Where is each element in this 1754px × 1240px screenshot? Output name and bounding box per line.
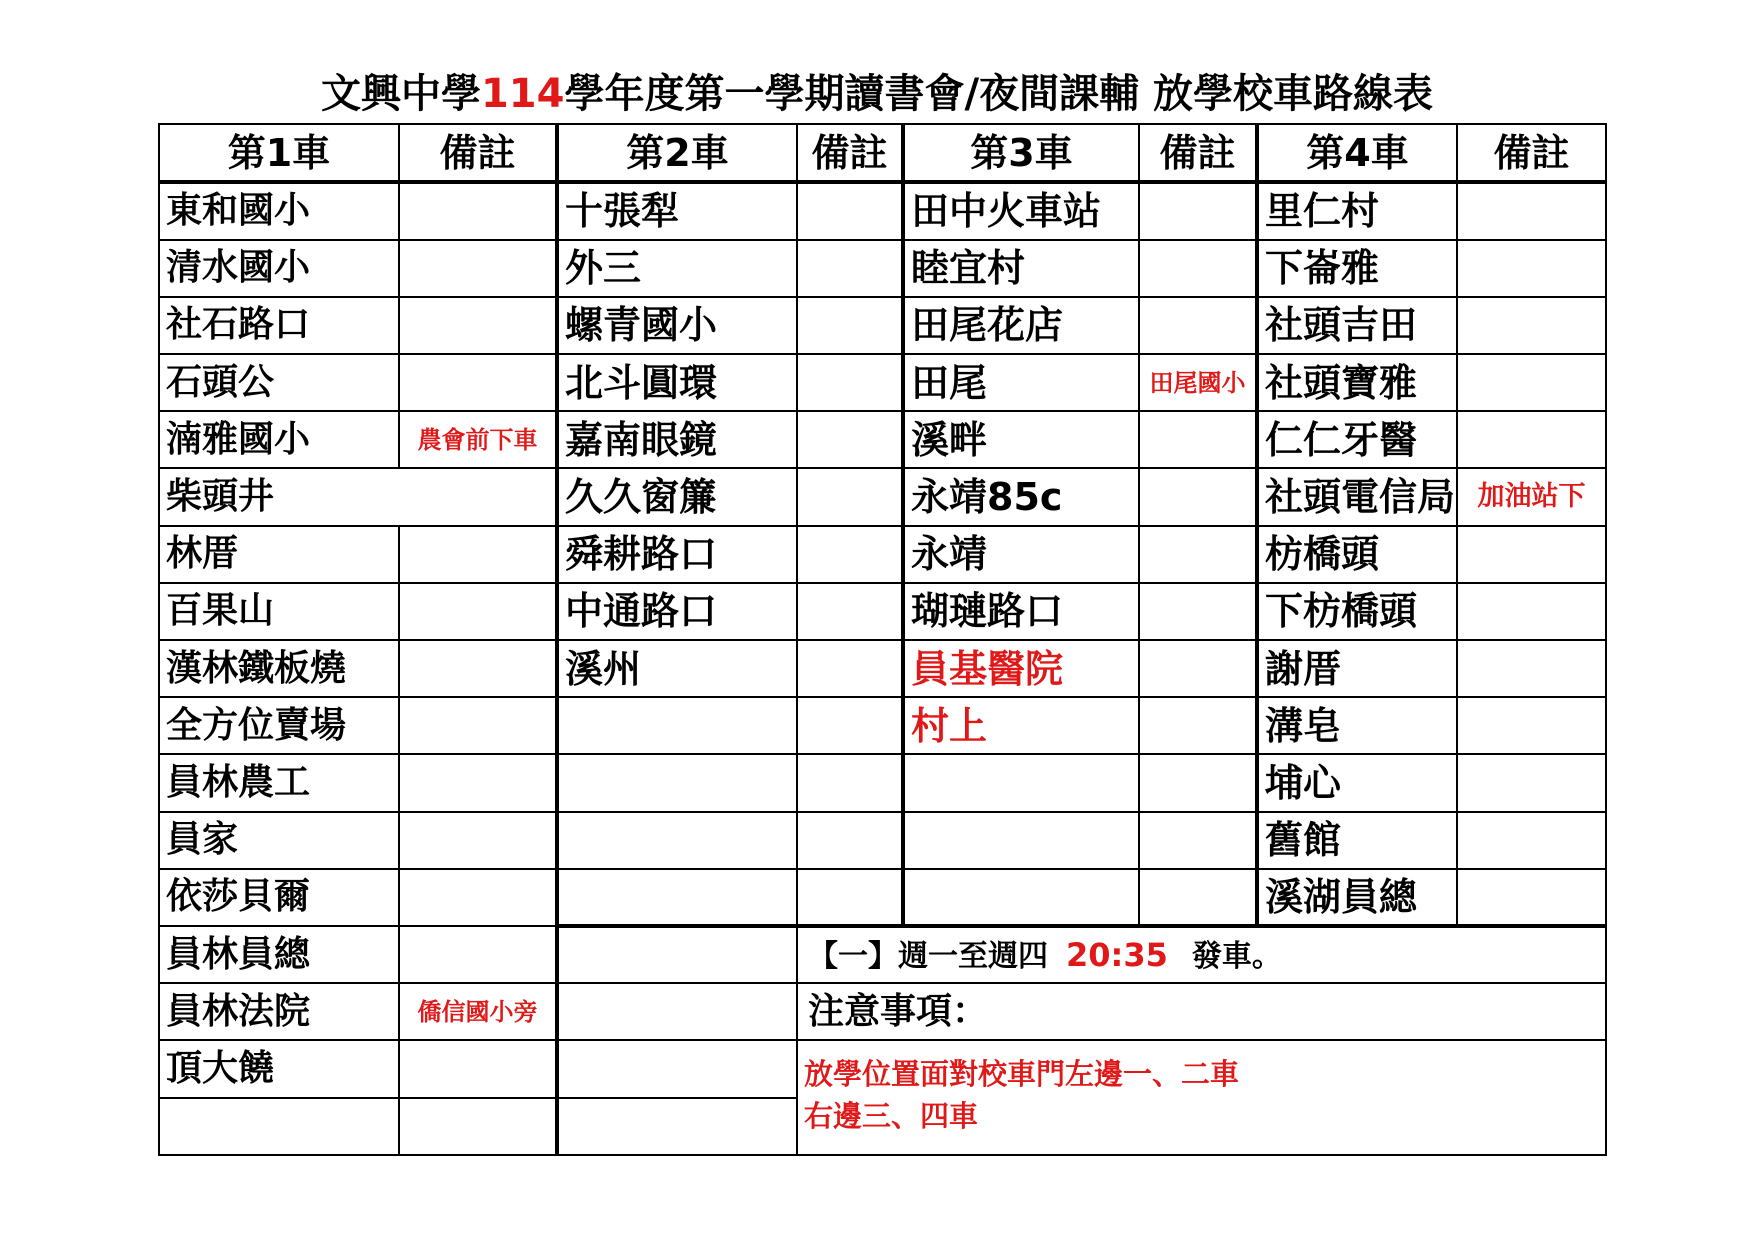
title-suffix: 學年度第一學期讀書會/夜間課輔 放學校車路線表 <box>564 71 1434 117</box>
car3-note: 田尾國小 <box>1139 354 1257 411</box>
car3-note <box>1139 240 1257 297</box>
title-year: 114 <box>480 71 565 117</box>
car1-stop: 東和國小 <box>159 182 399 239</box>
car1-note <box>399 297 557 354</box>
notice-title: 注意事項： <box>808 990 989 1032</box>
car4-note: 加油站下 <box>1457 468 1606 525</box>
car4-stop: 下枋橋頭 <box>1257 583 1457 640</box>
car1-note <box>399 869 557 926</box>
table-row <box>159 411 1606 468</box>
car1-stop: 員林農工 <box>159 754 399 811</box>
car2-note <box>797 697 903 754</box>
notice-line-1: 放學位置面對校車門左邊一、二車 <box>804 1057 1240 1092</box>
car3-stop: 睦宜村 <box>903 240 1139 297</box>
car1-note <box>399 526 557 583</box>
car3-stop: 田尾 <box>903 354 1139 411</box>
header-car4-notes: 備註 <box>1457 124 1606 182</box>
car3-stop: 田中火車站 <box>903 182 1139 239</box>
car3-stop <box>903 754 1139 811</box>
car2-note <box>797 754 903 811</box>
car2-note <box>797 526 903 583</box>
car4-note <box>1457 754 1606 811</box>
car4-note <box>1457 640 1606 697</box>
table-row <box>159 640 1606 697</box>
departure-days: 【一】週一至週四 <box>808 938 1048 974</box>
car2-stop: 舜耕路口 <box>557 526 797 583</box>
car1-stop: 柴頭井 <box>159 468 557 525</box>
car1-note: 僑信國小旁 <box>399 983 557 1040</box>
car1-note <box>399 697 557 754</box>
car3-stop: 村上 <box>903 697 1139 754</box>
header-car2-notes: 備註 <box>797 124 903 182</box>
notice-title-cell <box>797 983 1606 1040</box>
car1-stop: 全方位賣場 <box>159 697 399 754</box>
car3-note <box>1139 754 1257 811</box>
car4-stop: 社頭吉田 <box>1257 297 1457 354</box>
car4-stop: 溪湖員總 <box>1257 869 1457 926</box>
car2-stop <box>557 926 797 983</box>
car1-note <box>399 926 557 983</box>
car4-note <box>1457 526 1606 583</box>
departure-info <box>798 935 1605 974</box>
car3-note <box>1139 812 1257 869</box>
car3-stop <box>903 869 1139 926</box>
notice-body-cell <box>797 1040 1606 1155</box>
car1-stop: 林厝 <box>159 526 399 583</box>
table-row <box>159 354 1606 411</box>
car2-note <box>797 182 903 239</box>
car3-note <box>1139 182 1257 239</box>
departure-suffix: 發車。 <box>1191 938 1282 974</box>
car3-note <box>1139 468 1257 525</box>
car1-note: 農會前下車 <box>399 411 557 468</box>
car4-stop: 社頭電信局 <box>1257 468 1457 525</box>
table-header-row <box>159 124 1606 182</box>
table-row <box>159 240 1606 297</box>
car3-stop: 員基醫院 <box>903 640 1139 697</box>
car4-stop: 下崙雅 <box>1257 240 1457 297</box>
car2-note <box>797 583 903 640</box>
table-row <box>159 1040 1606 1097</box>
car2-note <box>797 468 903 525</box>
car2-note <box>797 354 903 411</box>
car2-stop <box>557 1098 797 1155</box>
car3-stop <box>903 812 1139 869</box>
table-row <box>159 468 1606 525</box>
car2-stop <box>557 1040 797 1097</box>
table-row <box>159 697 1606 754</box>
car2-stop <box>557 983 797 1040</box>
table-row <box>159 869 1606 926</box>
header-car3-notes: 備註 <box>1139 124 1257 182</box>
car1-stop: 依莎貝爾 <box>159 869 399 926</box>
car1-stop: 員家 <box>159 812 399 869</box>
car2-note <box>797 297 903 354</box>
car2-stop: 嘉南眼鏡 <box>557 411 797 468</box>
car4-stop: 仁仁牙醫 <box>1257 411 1457 468</box>
schedule-cell <box>797 926 1606 983</box>
table-row <box>159 583 1606 640</box>
car2-stop <box>557 697 797 754</box>
car3-stop: 溪畔 <box>903 411 1139 468</box>
car4-stop: 溝皂 <box>1257 697 1457 754</box>
car4-note <box>1457 240 1606 297</box>
car3-stop: 永靖 <box>903 526 1139 583</box>
car2-stop <box>557 754 797 811</box>
car3-note <box>1139 869 1257 926</box>
title-prefix: 文興中學 <box>320 71 481 117</box>
car2-stop: 北斗圓環 <box>557 354 797 411</box>
car4-note <box>1457 297 1606 354</box>
header-car4: 第4車 <box>1257 124 1457 182</box>
table-row <box>159 297 1606 354</box>
car1-note <box>399 354 557 411</box>
car2-stop: 外三 <box>557 240 797 297</box>
car3-note <box>1139 526 1257 583</box>
car4-note <box>1457 583 1606 640</box>
car1-note <box>399 240 557 297</box>
car1-stop: 員林員總 <box>159 926 399 983</box>
car2-note <box>797 640 903 697</box>
car4-note <box>1457 697 1606 754</box>
car1-stop: 頂大饒 <box>159 1040 399 1097</box>
car4-note <box>1457 411 1606 468</box>
header-car1: 第1車 <box>159 124 399 182</box>
car1-note <box>399 1098 557 1155</box>
car1-note <box>399 640 557 697</box>
car2-stop <box>557 869 797 926</box>
header-car3: 第3車 <box>903 124 1139 182</box>
table-row <box>159 926 1606 983</box>
car1-stop: 百果山 <box>159 583 399 640</box>
car1-stop: 石頭公 <box>159 354 399 411</box>
car1-stop: 漢林鐵板燒 <box>159 640 399 697</box>
car4-note <box>1457 869 1606 926</box>
car3-stop: 瑚璉路口 <box>903 583 1139 640</box>
car2-note <box>797 869 903 926</box>
car3-stop: 田尾花店 <box>903 297 1139 354</box>
car1-note <box>399 754 557 811</box>
car3-note <box>1139 583 1257 640</box>
car4-note <box>1457 812 1606 869</box>
page-title <box>0 66 1754 122</box>
car2-stop: 溪州 <box>557 640 797 697</box>
car4-stop: 埔心 <box>1257 754 1457 811</box>
car4-note <box>1457 182 1606 239</box>
car4-stop: 舊館 <box>1257 812 1457 869</box>
table-row <box>159 182 1606 239</box>
car1-note <box>399 812 557 869</box>
car3-note <box>1139 297 1257 354</box>
car1-note <box>399 1040 557 1097</box>
car1-stop: 清水國小 <box>159 240 399 297</box>
car1-stop: 員林法院 <box>159 983 399 1040</box>
car4-stop: 謝厝 <box>1257 640 1457 697</box>
table-row <box>159 526 1606 583</box>
car2-note <box>797 411 903 468</box>
car4-stop: 枋橋頭 <box>1257 526 1457 583</box>
table-row <box>159 754 1606 811</box>
car2-stop: 久久窗簾 <box>557 468 797 525</box>
car1-stop <box>159 1098 399 1155</box>
car2-stop: 中通路口 <box>557 583 797 640</box>
header-car1-notes: 備註 <box>399 124 557 182</box>
car4-note <box>1457 354 1606 411</box>
car2-note <box>797 812 903 869</box>
car4-stop: 社頭寶雅 <box>1257 354 1457 411</box>
car3-note <box>1139 697 1257 754</box>
departure-time: 20:35 <box>1066 935 1168 974</box>
bus-route-table <box>158 123 1607 1156</box>
car4-stop: 里仁村 <box>1257 182 1457 239</box>
car1-stop: 湳雅國小 <box>159 411 399 468</box>
car1-stop: 社石路口 <box>159 297 399 354</box>
car1-note <box>399 583 557 640</box>
car2-stop <box>557 812 797 869</box>
table-row <box>159 983 1606 1040</box>
header-car2: 第2車 <box>557 124 797 182</box>
car3-stop: 永靖85c <box>903 468 1139 525</box>
car1-note <box>399 182 557 239</box>
car2-stop: 螺青國小 <box>557 297 797 354</box>
notice-line-2: 右邊三、四車 <box>804 1099 979 1134</box>
table-row <box>159 812 1606 869</box>
car3-note <box>1139 640 1257 697</box>
car2-note <box>797 240 903 297</box>
car2-stop: 十張犁 <box>557 182 797 239</box>
car3-note <box>1139 411 1257 468</box>
